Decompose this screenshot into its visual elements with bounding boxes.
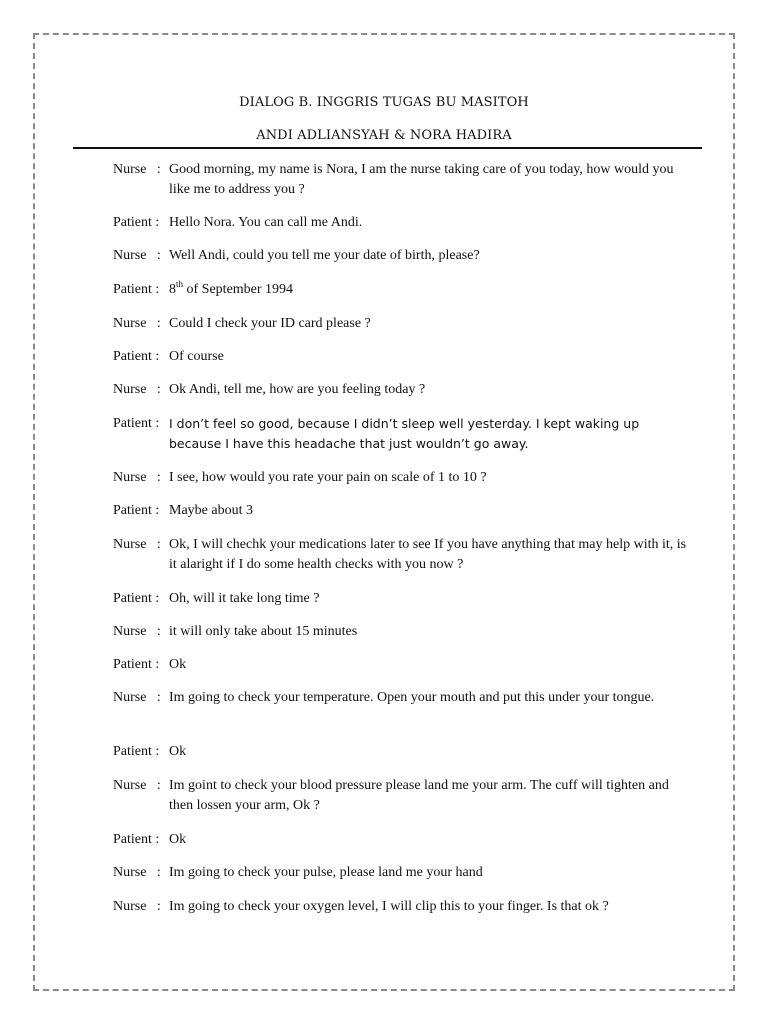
document-title: DIALOG B. INGGRIS TUGAS BU MASITOH xyxy=(239,95,529,110)
birth-day: 8 xyxy=(169,282,176,297)
dialog-text: Im going to check your oxygen level, I will clip this to your finger. Is that ok ? xyxy=(169,899,609,914)
speaker-label: Nurse : xyxy=(113,248,161,263)
speaker-label: Patient : xyxy=(113,282,160,297)
dialog-text: Im going to check your temperature. Open your mouth and put this under your tongue. xyxy=(169,690,655,705)
speaker-label: Patient : xyxy=(113,832,160,847)
speaker-label: Nurse : xyxy=(113,382,161,397)
dialog-text: Im goint to check your blood pressure please land me your arm. The cuff will tighten and then lossen your arm, Ok ? xyxy=(169,778,669,813)
speaker-label: Patient : xyxy=(113,416,160,431)
speaker-label: Nurse : xyxy=(113,865,161,880)
document-authors: ANDI ADLIANSYAH & NORA HADIRA xyxy=(256,128,512,143)
speaker-label: Patient : xyxy=(113,744,160,759)
dialog-text: I see, how would you rate your pain on scale of 1 to 10 ? xyxy=(169,470,487,485)
speaker-label: Nurse : xyxy=(113,162,161,177)
title-divider xyxy=(73,147,702,149)
dialog-text: Of course xyxy=(169,349,224,364)
dialog-text: Good morning, my name is Nora, I am the nurse taking care of you today, how would you like me to address you ? xyxy=(169,162,674,197)
dialog-text: Hello Nora. You can call me Andi. xyxy=(169,215,363,230)
dialog-text: Ok xyxy=(169,657,187,672)
dialog-text: I don’t feel so good, because I didn’t sleep well yesterday. I kept waking up because I have this headache that just wouldn’t go away. xyxy=(169,416,640,451)
speaker-label: Nurse : xyxy=(113,316,161,331)
speaker-label: Patient : xyxy=(113,349,160,364)
dialog-text: Ok, I will chechk your medications later to see If you have anything that may help with it, is it alaright if I do some health checks with you now ? xyxy=(169,537,687,572)
speaker-label: Nurse : xyxy=(113,690,161,705)
dialog-text: Well Andi, could you tell me your date of birth, please? xyxy=(169,248,480,263)
dialog-text: Im going to check your pulse, please land me your hand xyxy=(169,865,483,880)
dialog-text: Ok xyxy=(169,744,187,759)
dialog-text-birthdate xyxy=(169,280,689,300)
speaker-label: Patient : xyxy=(113,657,160,672)
dialog-text: Oh, will it take long time ? xyxy=(169,591,320,606)
ordinal-suffix: th xyxy=(176,279,184,289)
speaker-label: Patient : xyxy=(113,503,160,518)
speaker-label: Nurse : xyxy=(113,537,161,552)
dialog-text: Could I check your ID card please ? xyxy=(169,316,371,331)
speaker-label: Patient : xyxy=(113,591,160,606)
dialog-text: Maybe about 3 xyxy=(169,503,253,518)
speaker-label: Nurse : xyxy=(113,470,161,485)
speaker-label: Nurse : xyxy=(113,778,161,793)
speaker-label: Nurse : xyxy=(113,899,161,914)
birth-month-year: of September 1994 xyxy=(183,282,294,297)
dialog-text: Ok xyxy=(169,832,187,847)
speaker-label: Nurse : xyxy=(113,624,161,639)
dialog-text: it will only take about 15 minutes xyxy=(169,624,358,639)
speaker-label: Patient : xyxy=(113,215,160,230)
dialog-text: Ok Andi, tell me, how are you feeling today ? xyxy=(169,382,426,397)
